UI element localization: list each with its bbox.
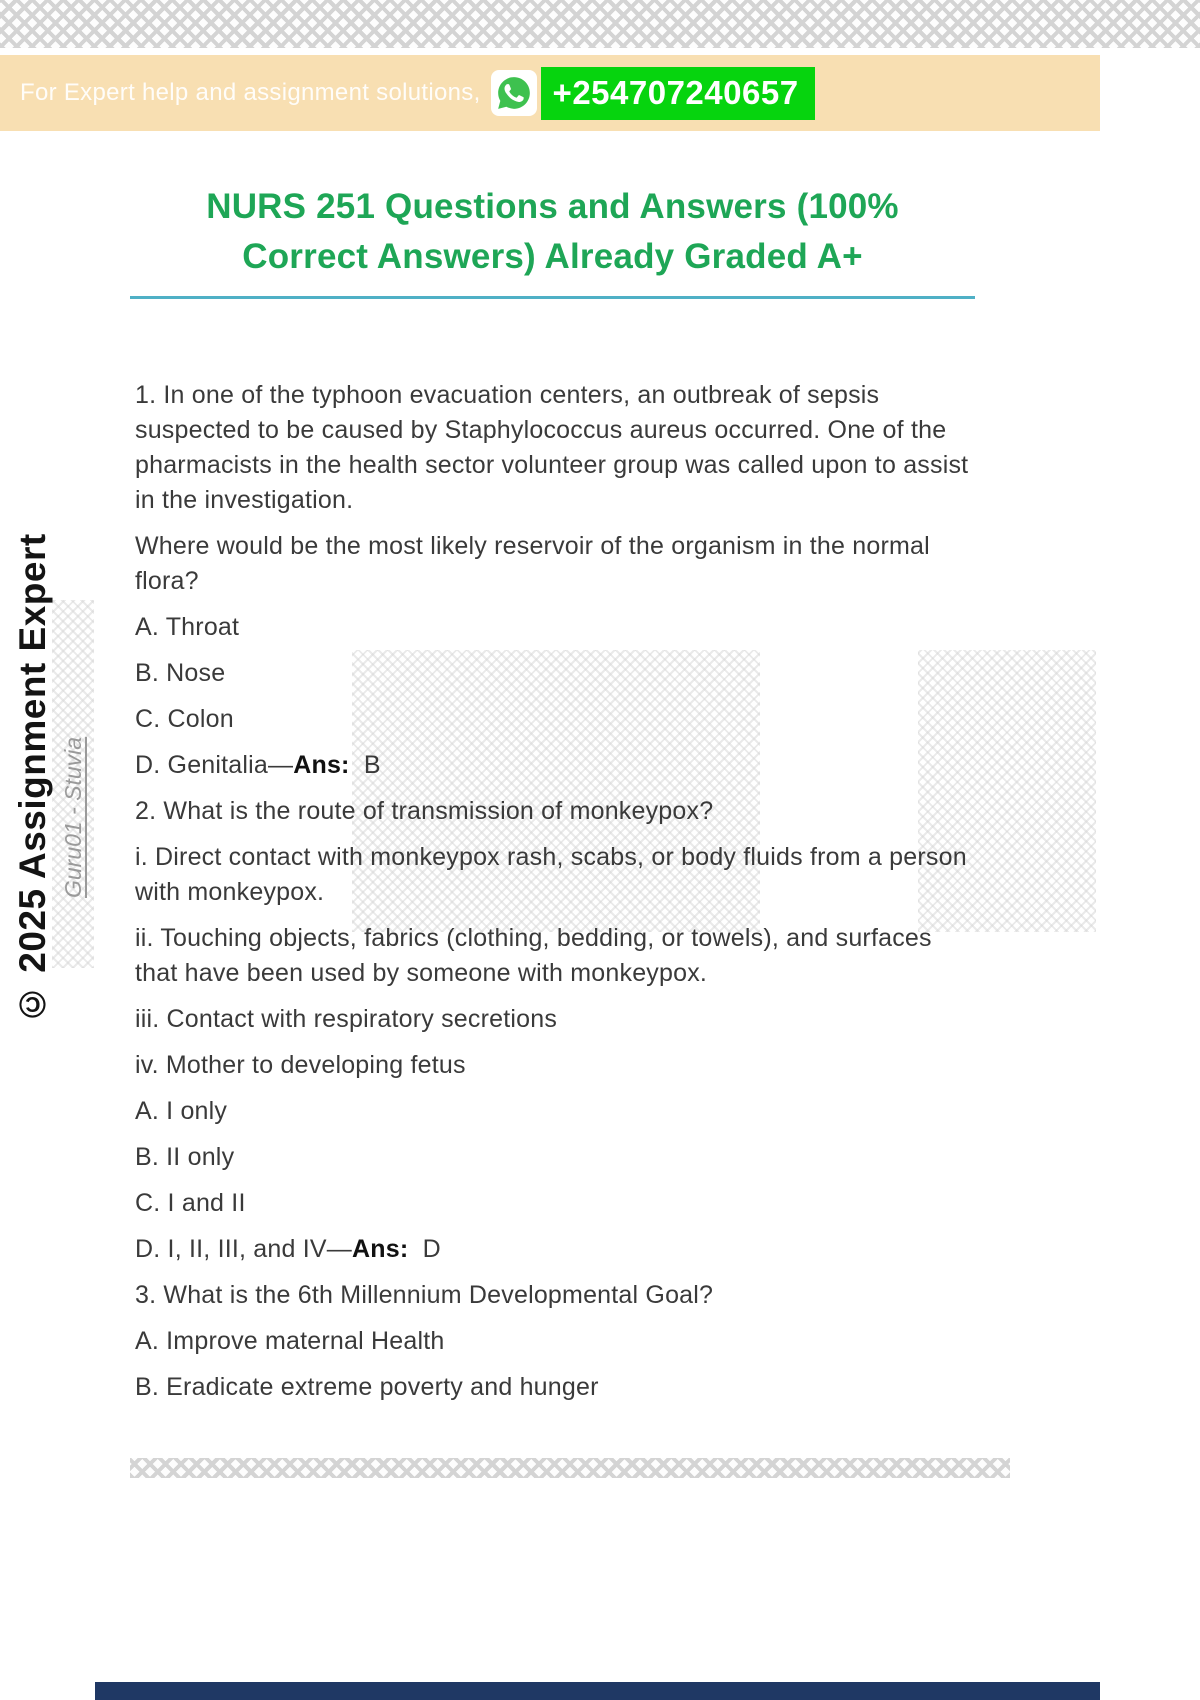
vertical-seller-handle: Guru01 - Stuvia [60, 736, 86, 898]
top-decorative-pattern [0, 0, 1200, 48]
whatsapp-icon [491, 70, 537, 116]
content-paragraph [135, 1278, 980, 1313]
footer-navy-bar [95, 1682, 1100, 1700]
content-paragraph [135, 1140, 980, 1175]
bottom-decorative-pattern [130, 1458, 1010, 1478]
content-paragraph [135, 1094, 980, 1129]
page-title: NURS 251 Questions and Answers (100% Correct Answers) Already Graded A+ [206, 187, 899, 276]
content-paragraph [135, 794, 980, 829]
content-paragraph [135, 1048, 980, 1083]
paragraph-text: iii. Contact with respiratory secretions [135, 1005, 558, 1033]
paragraph-text: B. Eradicate extreme poverty and hunger [135, 1373, 599, 1401]
paragraph-text: ii. Touching objects, fabrics (clothing, bedding, or towels), and surfaces that have been used by someone with monkeypox. [135, 924, 932, 987]
content-paragraph [135, 656, 980, 691]
content-paragraph [135, 1002, 980, 1037]
paragraph-text: Where would be the most likely reservoir of the organism in the normal flora? [135, 532, 930, 595]
paragraph-text: C. I and II [135, 1189, 246, 1217]
content-paragraph [135, 748, 980, 783]
whatsapp-phone-number: +254707240657 [541, 67, 815, 120]
content-paragraph [135, 1232, 980, 1267]
answer-value: B [349, 751, 381, 779]
content-paragraph [135, 1324, 980, 1359]
paragraph-text: A. Throat [135, 613, 240, 641]
paragraph-text: D. Genitalia— [135, 751, 294, 779]
paragraph-text: 1. In one of the typhoon evacuation centers, an outbreak of sepsis suspected to be caused by Staphylococcus aureus occurred. One of the pharmacists in the health sector volunteer group was called upon to assist in the investigation. [135, 381, 969, 514]
content-paragraph [135, 840, 980, 910]
content-paragraph [135, 702, 980, 737]
content-paragraph [135, 529, 980, 599]
content-paragraph [135, 610, 980, 645]
content-paragraph [135, 378, 980, 518]
content-paragraph [135, 1370, 980, 1405]
title-underline [130, 296, 975, 299]
answer-label: Ans: [293, 751, 350, 779]
banner-text: For Expert help and assignment solutions, [20, 79, 481, 106]
paragraph-text: 3. What is the 6th Millennium Developmental Goal? [135, 1281, 714, 1309]
content-paragraph [135, 921, 980, 991]
content-paragraph [135, 1186, 980, 1221]
paragraph-text: A. Improve maternal Health [135, 1327, 445, 1355]
paragraph-text: C. Colon [135, 705, 234, 733]
answer-label: Ans: [351, 1235, 409, 1263]
paragraph-text: 2. What is the route of transmission of monkeypox? [135, 797, 714, 825]
paragraph-text: B. II only [135, 1143, 235, 1171]
paragraph-text: B. Nose [135, 659, 226, 687]
question-content [135, 378, 980, 1416]
vertical-copyright-watermark: © 2025 Assignment Expert [12, 533, 53, 1025]
paragraph-text: i. Direct contact with monkeypox rash, scabs, or body fluids from a person with monkeypox. [135, 843, 967, 906]
title-block [130, 182, 975, 307]
answer-value: D [408, 1235, 441, 1263]
paragraph-text: A. I only [135, 1097, 228, 1125]
paragraph-text: iv. Mother to developing fetus [135, 1051, 466, 1079]
contact-banner [0, 55, 1100, 131]
paragraph-text: D. I, II, III, and IV— [135, 1235, 352, 1263]
